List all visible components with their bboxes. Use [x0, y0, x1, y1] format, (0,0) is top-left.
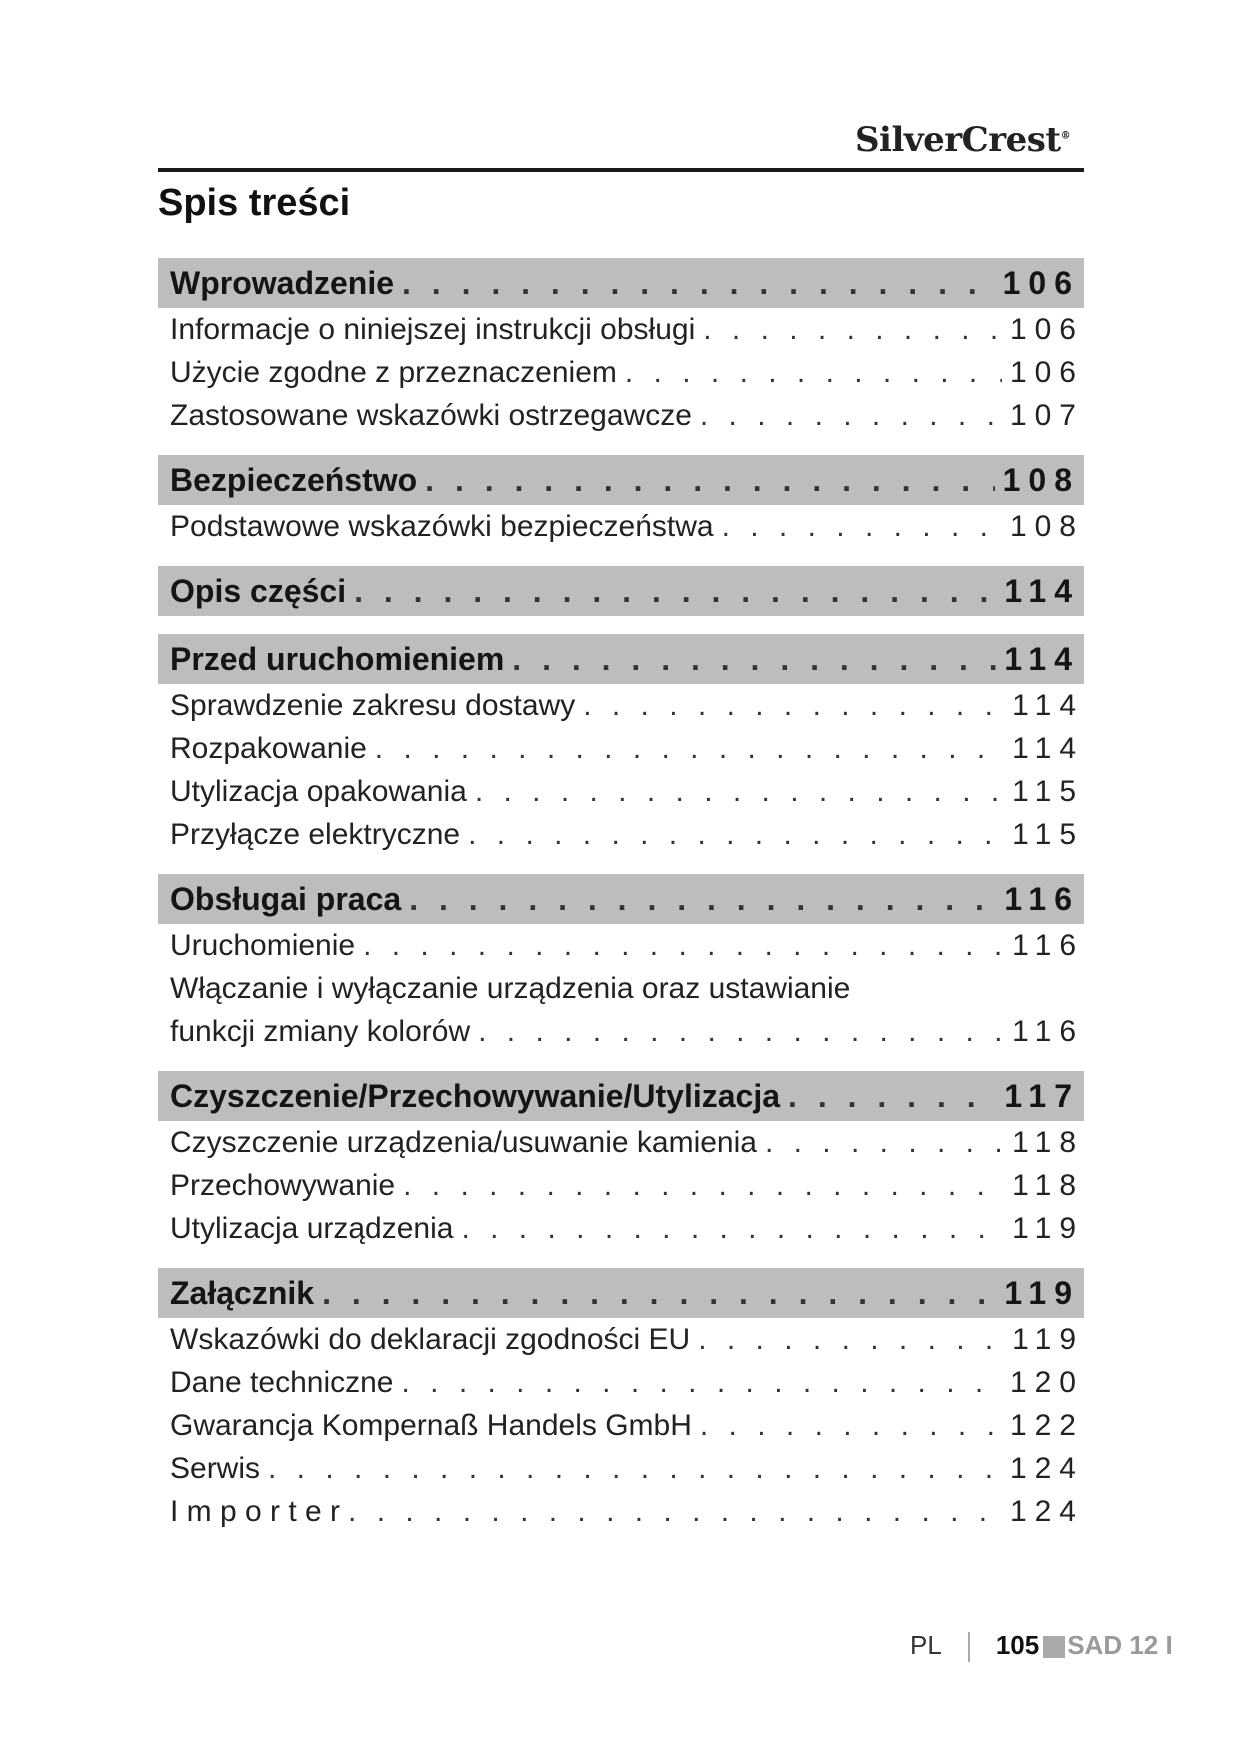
section-page: 117 [1004, 1078, 1080, 1114]
toc-entry[interactable] [158, 1164, 1084, 1207]
table-of-contents [158, 258, 1084, 1551]
toc-section-heading[interactable] [158, 1268, 1084, 1318]
section-title: Obsługai praca [170, 881, 402, 917]
toc-entry[interactable] [158, 813, 1084, 856]
toc-section-heading[interactable] [158, 634, 1084, 684]
toc-entry[interactable] [158, 394, 1084, 437]
dot-leader [478, 1010, 1004, 1053]
toc-entry[interactable] [158, 351, 1084, 394]
page-footer [910, 1630, 1210, 1662]
dot-leader [722, 505, 1002, 548]
entry-page: 114 [1012, 732, 1084, 765]
toc-entry[interactable] [158, 308, 1084, 351]
entry-label: Przyłącze elektryczne [170, 818, 461, 851]
entry-label: Czyszczenie urządzenia/usuwanie kamienia [170, 1126, 757, 1159]
footer-divider [968, 1632, 970, 1662]
section-page: 106 [1002, 265, 1080, 301]
toc-entry[interactable] [158, 1490, 1084, 1533]
toc-section [158, 566, 1084, 616]
entry-label: Gwarancja Kompernaß Handels GmbH [170, 1409, 692, 1442]
entry-page: 122 [1009, 1409, 1084, 1442]
dot-leader [625, 351, 1002, 394]
dot-leader [700, 394, 1002, 437]
dot-leader [402, 258, 995, 308]
entry-label: Podstawowe wskazówki bezpieczeństwa [170, 510, 714, 543]
section-title: Opis części [170, 573, 347, 609]
entry-label: Serwis [170, 1452, 261, 1485]
dot-leader [703, 308, 1002, 351]
entry-page: 124 [1009, 1495, 1084, 1528]
toc-section [158, 874, 1084, 1053]
dot-leader [512, 634, 996, 684]
dot-leader [403, 1164, 1004, 1207]
entry-page: 116 [1012, 929, 1084, 962]
toc-entry-first-line[interactable]: Włączanie i wyłączanie urządzenia oraz ustawianie [170, 972, 851, 1005]
dot-leader [375, 727, 1004, 770]
entry-label: Przechowywanie [170, 1169, 396, 1202]
dot-leader [788, 1071, 996, 1121]
entry-label: Zastosowane wskazówki ostrzegawcze [170, 399, 692, 432]
entry-page: 116 [1012, 1015, 1084, 1048]
toc-entry[interactable] [158, 1207, 1084, 1250]
toc-section [158, 455, 1084, 548]
toc-entry[interactable] [158, 727, 1084, 770]
dot-leader [765, 1121, 1004, 1164]
footer-square-icon [1043, 1636, 1065, 1658]
document-code: SAD 12 I [1067, 1630, 1173, 1660]
dot-leader [409, 874, 996, 924]
toc-section-heading[interactable] [158, 874, 1084, 924]
dot-leader [363, 924, 1004, 967]
entry-label: Wskazówki do deklaracji zgodności EU [170, 1323, 691, 1356]
toc-section-heading[interactable] [158, 455, 1084, 505]
dot-leader [354, 566, 996, 616]
toc-entry[interactable] [158, 505, 1084, 548]
entry-label: Uruchomienie [170, 929, 356, 962]
toc-entry[interactable] [158, 1318, 1084, 1361]
entry-page: 119 [1012, 1212, 1084, 1245]
entry-page: 108 [1009, 510, 1084, 543]
page-title: Spis treści [158, 182, 351, 224]
entry-page: 119 [1012, 1323, 1084, 1356]
entry-page: 115 [1012, 775, 1084, 808]
toc-section [158, 1071, 1084, 1250]
section-title: Przed uruchomieniem [170, 641, 505, 677]
entry-label: Sprawdzenie zakresu dostawy [170, 689, 576, 722]
toc-entry[interactable] [158, 1361, 1084, 1404]
entry-page: 107 [1009, 399, 1084, 432]
entry-label: Informacje o niniejszej instrukcji obsługi [170, 313, 696, 346]
section-title: Załącznik [170, 1275, 315, 1311]
entry-page: 115 [1012, 818, 1084, 851]
header-rule [158, 168, 1084, 172]
toc-entry[interactable] [158, 1121, 1084, 1164]
entry-label: Utylizacja opakowania [170, 775, 467, 808]
toc-section-heading[interactable] [158, 566, 1084, 616]
section-title: Wprowadzenie [170, 265, 395, 301]
dot-leader [322, 1268, 996, 1318]
entry-label: funkcji zmiany kolorów [170, 1015, 471, 1048]
dot-leader [348, 1490, 1002, 1533]
dot-leader [268, 1447, 1002, 1490]
dot-leader [583, 684, 1004, 727]
dot-leader [698, 1318, 1004, 1361]
section-page: 114 [1004, 641, 1080, 677]
dot-leader [700, 1404, 1002, 1447]
entry-page: 106 [1009, 313, 1084, 346]
toc-section-heading[interactable] [158, 258, 1084, 308]
entry-label: Rozpakowanie [170, 732, 367, 765]
language-code: PL [910, 1630, 942, 1660]
entry-page: 118 [1012, 1126, 1084, 1159]
toc-entry[interactable] [158, 1404, 1084, 1447]
entry-page: 106 [1009, 356, 1084, 389]
dot-leader [468, 813, 1004, 856]
dot-leader [475, 770, 1004, 813]
section-page: 116 [1004, 881, 1080, 917]
toc-entry[interactable] [158, 770, 1084, 813]
toc-entry[interactable] [158, 1447, 1084, 1490]
section-title: Czyszczenie/Przechowywanie/Utylizacja [170, 1078, 781, 1114]
toc-entry[interactable] [158, 924, 1084, 967]
entry-page: 124 [1009, 1452, 1084, 1485]
section-title: Bezpieczeństwo [170, 462, 418, 498]
dot-leader [425, 455, 994, 505]
entry-page: 120 [1009, 1366, 1084, 1399]
section-page: 119 [1004, 1275, 1080, 1311]
dot-leader [401, 1361, 1001, 1404]
page-number: 105 [995, 1630, 1040, 1660]
toc-entry[interactable] [158, 684, 1084, 727]
toc-section [158, 634, 1084, 856]
entry-label: Użycie zgodne z przeznaczeniem [170, 356, 617, 389]
entry-label: Utylizacja urządzenia [170, 1212, 454, 1245]
toc-entry[interactable] [158, 1010, 1084, 1053]
toc-section [158, 258, 1084, 437]
dot-leader [461, 1207, 1004, 1250]
entry-label: Dane techniczne [170, 1366, 394, 1399]
section-page: 114 [1004, 573, 1080, 609]
entry-page: 118 [1012, 1169, 1084, 1202]
entry-label: I m p o r t e r [170, 1495, 341, 1528]
entry-page: 114 [1012, 689, 1084, 722]
toc-section [158, 1268, 1084, 1533]
section-page: 108 [1002, 462, 1080, 498]
brand-logo: SilverCrest® [855, 120, 1071, 160]
toc-section-heading[interactable] [158, 1071, 1084, 1121]
